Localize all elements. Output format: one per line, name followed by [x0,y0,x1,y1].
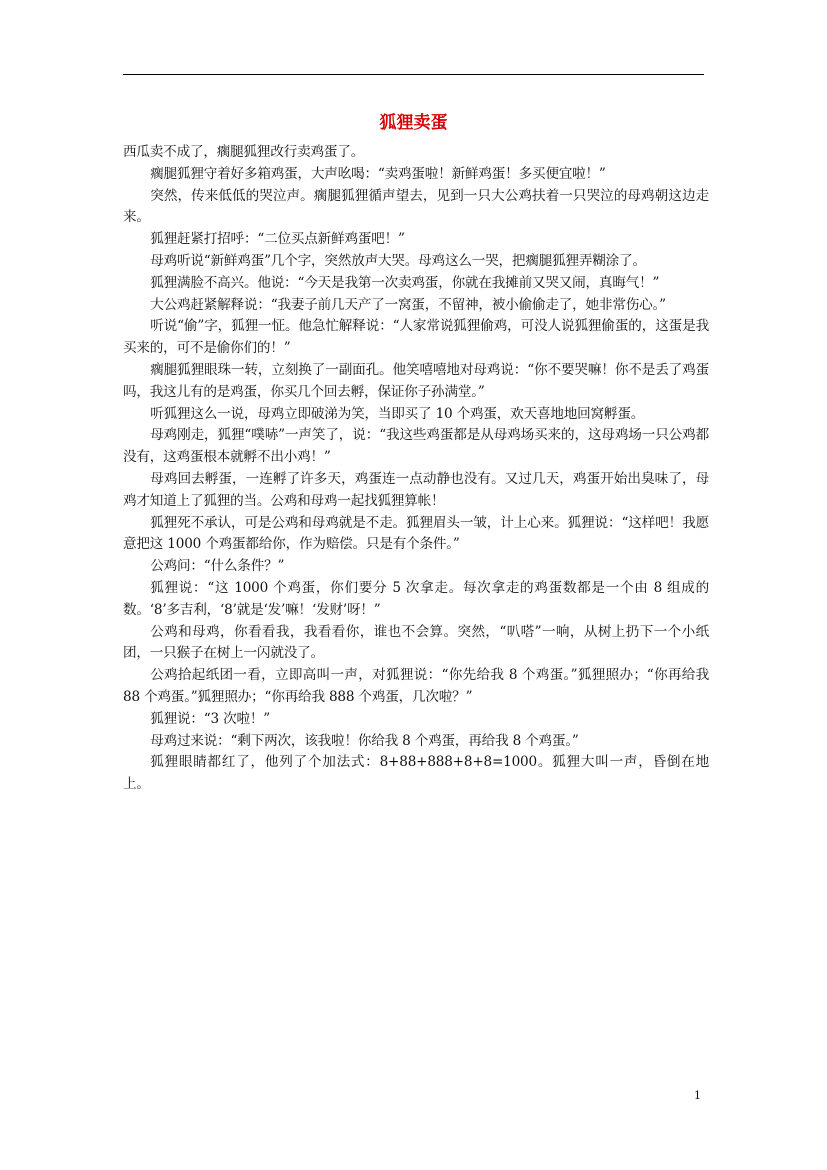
paragraph: 瘸腿狐狸守着好多箱鸡蛋，大声吆喝：“卖鸡蛋啦！新鲜鸡蛋！多买便宜啦！” [150,165,606,182]
paragraph: 大公鸡赶紧解释说：“我妻子前几天产了一窝蛋，不留神，被小偷偷走了，她非常伤心。” [150,296,666,313]
paragraph: 母鸡刚走，狐狸“噗哧”一声笑了，说：“我这些鸡蛋都是从母鸡场买来的，这母鸡场一只公鸡都没有，这鸡蛋根本就孵不出小鸡！” [123,427,709,466]
paragraph: 狐狸满脸不高兴。他说：“今天是我第一次卖鸡蛋，你就在我摊前又哭又闹，真晦气！” [150,274,660,291]
paragraph: 母鸡过来说：“剩下两次，该我啦！你给我 8 个鸡蛋，再给我 8 个鸡蛋。” [150,732,579,749]
paragraph: 狐狸眼睛都红了，他列了个加法式：8+88+888+8+8=1000。狐狸大叫一声，昏倒在地上。 [123,754,709,793]
paragraph: 狐狸赶紧打招呼：“二位买点新鲜鸡蛋吧！” [150,231,405,248]
paragraph: 公鸡拾起纸团一看，立即高叫一声，对狐狸说：“你先给我 8 个鸡蛋。”狐狸照办；“你再给我 88 个鸡蛋。”狐狸照办；“你再给我 888 个鸡蛋，几次啦？” [123,667,709,705]
document-title: 狐狸卖蛋 [379,113,448,133]
paragraph: 母鸡听说“新鲜鸡蛋”几个字，突然放声大哭。母鸡这么一哭，把瘸腿狐狸弄糊涂了。 [150,252,646,269]
paragraph: 公鸡和母鸡，你看看我，我看看你，谁也不会算。突然，“叭嗒”一响，从树上扔下一个小纸团，一只猴子在树上一闪就没了。 [123,623,709,662]
paragraph: 母鸡回去孵蛋，一连孵了许多天，鸡蛋连一点动静也没有。又过几天，鸡蛋开始出臭味了，母鸡才知道上了狐狸的当。公鸡和母鸡一起找狐狸算帐！ [123,470,709,509]
paragraph: 狐狸死不承认，可是公鸡和母鸡就是不走。狐狸眉头一皱，计上心来。狐狸说：“这样吧！我愿意把这 1000 个鸡蛋都给你，作为赔偿。只是有个条件。” [123,514,709,553]
paragraph: 西瓜卖不成了，瘸腿狐狸改行卖鸡蛋了。 [123,144,365,160]
paragraph: 狐狸说：“3 次啦！” [150,710,271,727]
page-number: 1 [694,1089,701,1102]
paragraph: 突然，传来低低的哭泣声。瘸腿狐狸循声望去，见到一只大公鸡扶着一只哭泣的母鸡朝这边走来。 [123,187,709,226]
header-rule [123,74,704,75]
document-body [123,142,709,796]
paragraph: 听狐狸这么一说，母鸡立即破涕为笑，当即买了 10 个鸡蛋，欢天喜地地回窝孵蛋。 [150,405,645,422]
paragraph: 狐狸说：“这 1000 个鸡蛋，你们要分 5 次拿走。每次拿走的鸡蛋数都是一个由 8 组成的数。‘8’多吉利，‘8’就是‘发’嘛！‘发财’呀！” [123,579,709,618]
paragraph: 听说“偷”字，狐狸一怔。他急忙解释说：“人家常说狐狸偷鸡，可没人说狐狸偷蛋的，这蛋是我买来的，可不是偷你们的！” [123,318,709,357]
paragraph: 瘸腿狐狸眼珠一转，立刻换了一副面孔。他笑嘻嘻地对母鸡说：“你不要哭嘛！你不是丢了鸡蛋吗，我这儿有的是鸡蛋，你买几个回去孵，保证你子孙满堂。” [123,361,709,400]
paragraph: 公鸡问：“什么条件？” [150,558,285,575]
